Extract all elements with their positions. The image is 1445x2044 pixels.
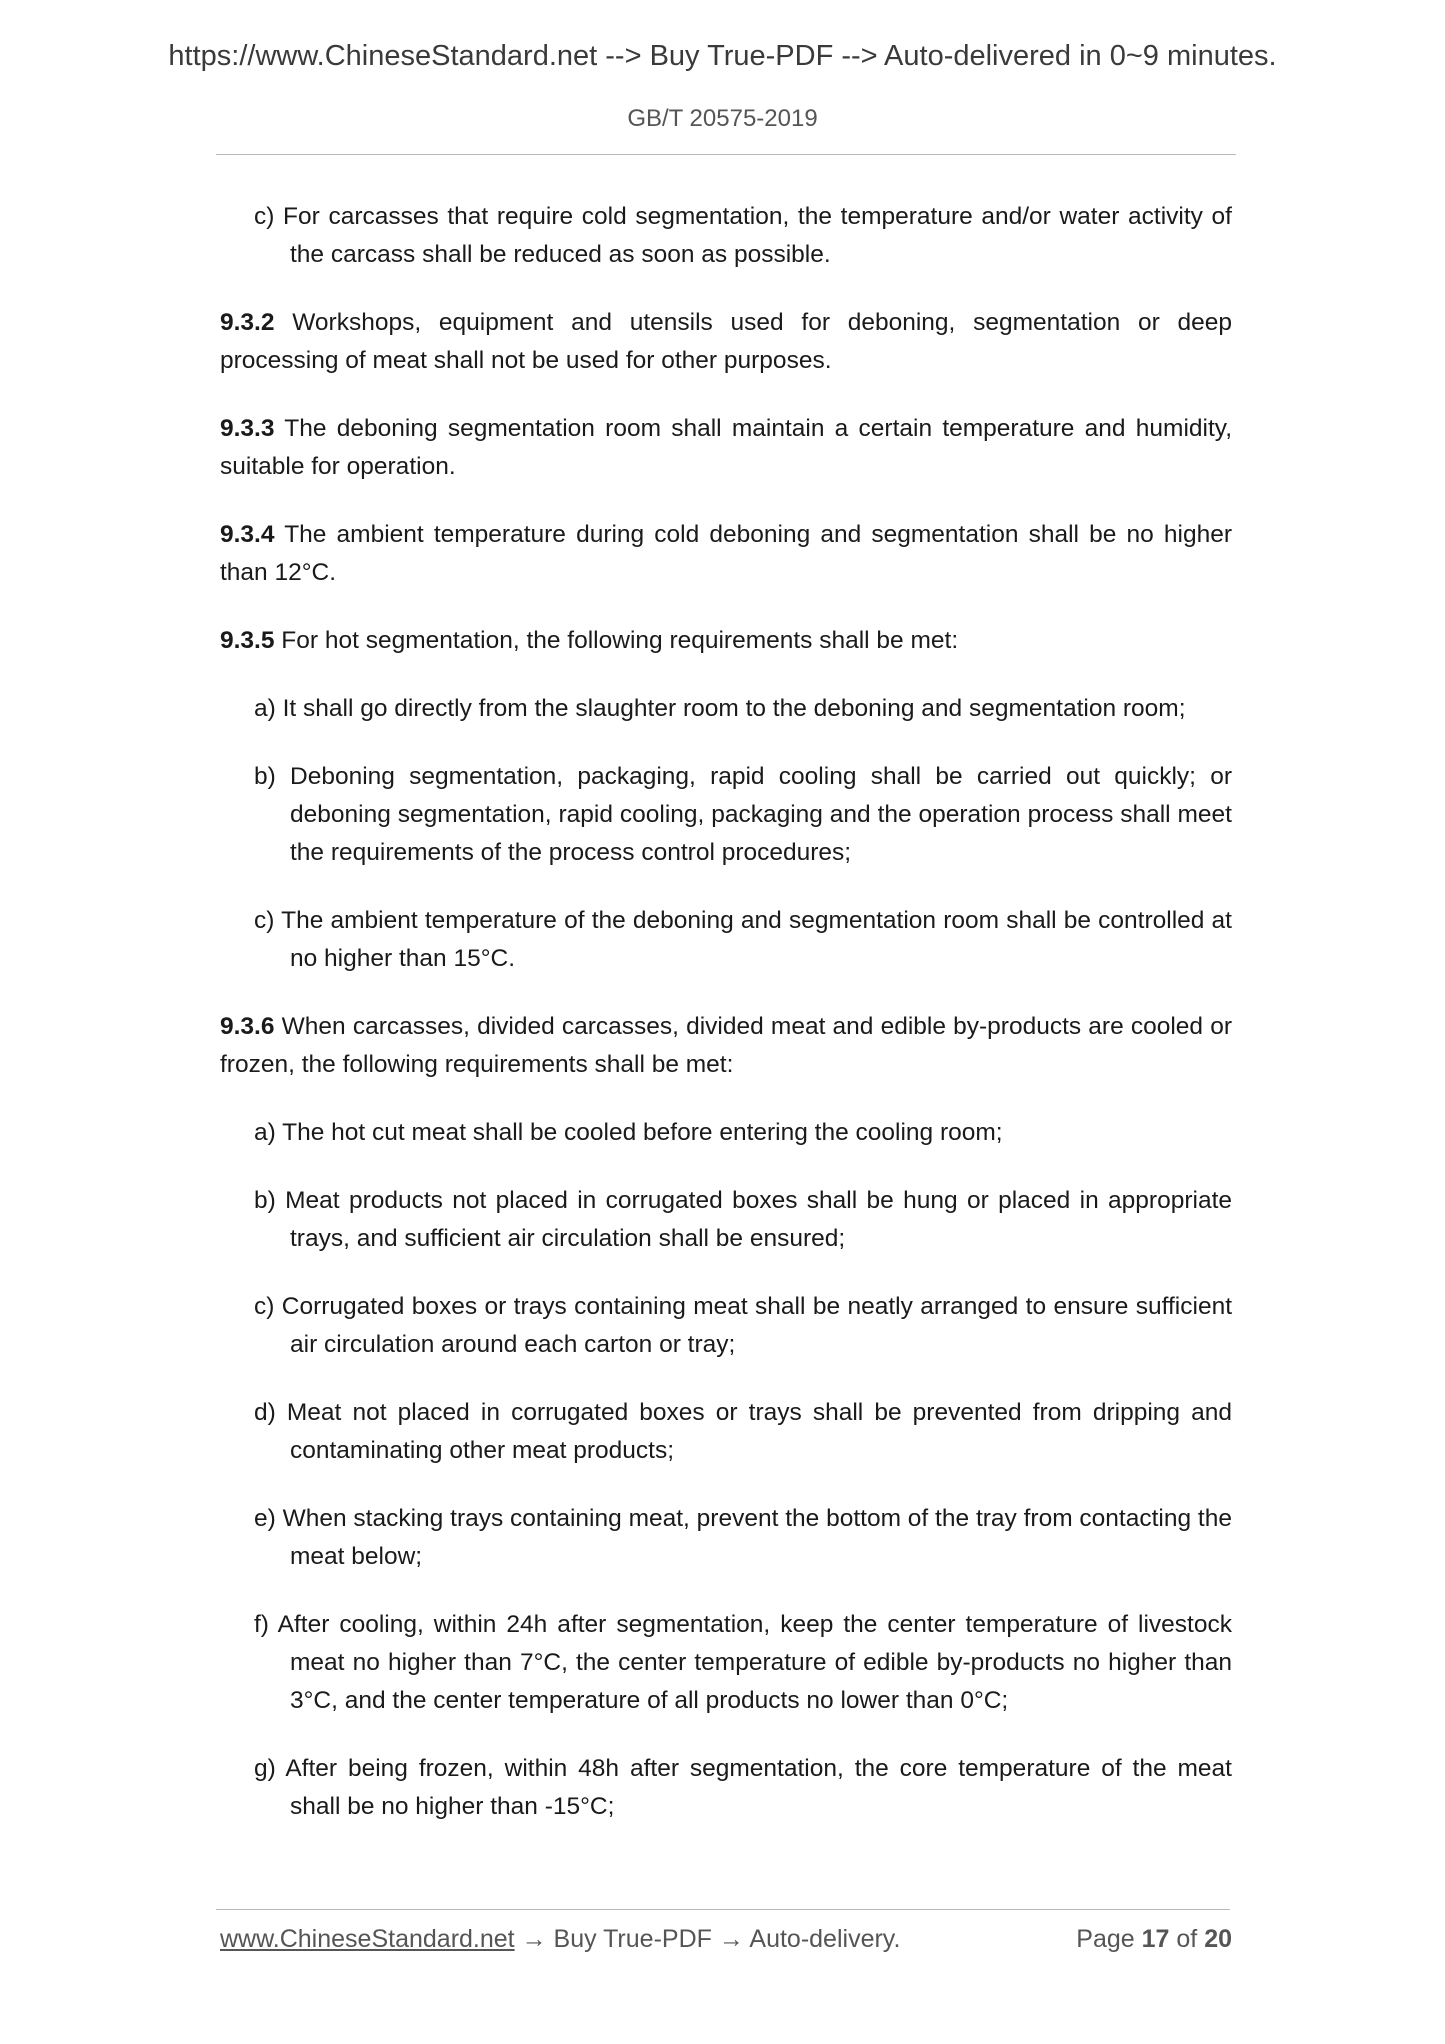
list-item: g) After being frozen, within 48h after segmentation, the core temperature of the meat shall be no higher than -15°C;: [254, 1755, 1232, 1820]
document-id: GB/T 20575-2019: [627, 105, 818, 132]
list-item: c) For carcasses that require cold segmentation, the temperature and/or water activity of the carcass shall be reduced as soon as possible.: [254, 203, 1232, 268]
footer-divider: [216, 1909, 1230, 1910]
current-page: 17: [1141, 1925, 1170, 1953]
clause-9-3-5: 9.3.5 For hot segmentation, the following requirements shall be met:: [220, 627, 959, 654]
clause-9-3-2: 9.3.2 Workshops, equipment and utensils used for deboning, segmentation or deep processing of meat shall not be used for other purposes.: [220, 309, 1232, 374]
footer-tagline: → Buy True-PDF → Auto-delivery.: [514, 1925, 901, 1953]
page-indicator: Page 17 of 20: [1076, 1925, 1232, 1953]
list-item: f) After cooling, within 24h after segmentation, keep the center temperature of livestock meat no higher than 7°C, the center temperature of edible by-products no higher than 3°C, and the center temperature of all products no lower than 0°C;: [254, 1611, 1232, 1714]
site-link[interactable]: www.ChineseStandard.net: [220, 1925, 515, 1953]
clause-9-3-3: 9.3.3 The deboning segmentation room shall maintain a certain temperature and humidity, suitable for operation.: [220, 415, 1232, 480]
clause-number: 9.3.6: [220, 1013, 275, 1040]
clause-9-3-4: 9.3.4 The ambient temperature during cold deboning and segmentation shall be no higher than 12°C.: [220, 521, 1232, 586]
clause-number: 9.3.3: [220, 415, 275, 442]
clause-9-3-6: 9.3.6 When carcasses, divided carcasses, divided meat and edible by-products are cooled or frozen, the following requirements shall be met:: [220, 1013, 1232, 1078]
clause-number: 9.3.2: [220, 309, 275, 336]
list-item: c) The ambient temperature of the deboning and segmentation room shall be controlled at no higher than 15°C.: [254, 907, 1232, 972]
list-item: d) Meat not placed in corrugated boxes or trays shall be prevented from dripping and contaminating other meat products;: [254, 1399, 1232, 1464]
clause-number: 9.3.5: [220, 627, 275, 654]
footer-left: [220, 1925, 900, 1954]
list-item: e) When stacking trays containing meat, prevent the bottom of the tray from contacting the meat below;: [254, 1505, 1232, 1570]
document-body: [220, 198, 1232, 1856]
header-divider: [216, 154, 1236, 155]
list-item: c) Corrugated boxes or trays containing meat shall be neatly arranged to ensure sufficient air circulation around each carton or tray;: [254, 1293, 1232, 1358]
clause-number: 9.3.4: [220, 521, 275, 548]
list-item: a) The hot cut meat shall be cooled before entering the cooling room;: [254, 1119, 1003, 1146]
source-banner: https://www.ChineseStandard.net --> Buy True-PDF --> Auto-delivered in 0~9 minutes.: [168, 40, 1277, 72]
list-item: b) Meat products not placed in corrugated boxes shall be hung or placed in appropriate trays, and sufficient air circulation shall be ensured;: [254, 1187, 1232, 1252]
list-item: b) Deboning segmentation, packaging, rapid cooling shall be carried out quickly; or deboning segmentation, rapid cooling, packaging and the operation process shall meet the requirements of the process control procedures;: [254, 763, 1232, 866]
total-pages: 20: [1204, 1925, 1232, 1953]
list-item: a) It shall go directly from the slaughter room to the deboning and segmentation room;: [254, 695, 1186, 722]
